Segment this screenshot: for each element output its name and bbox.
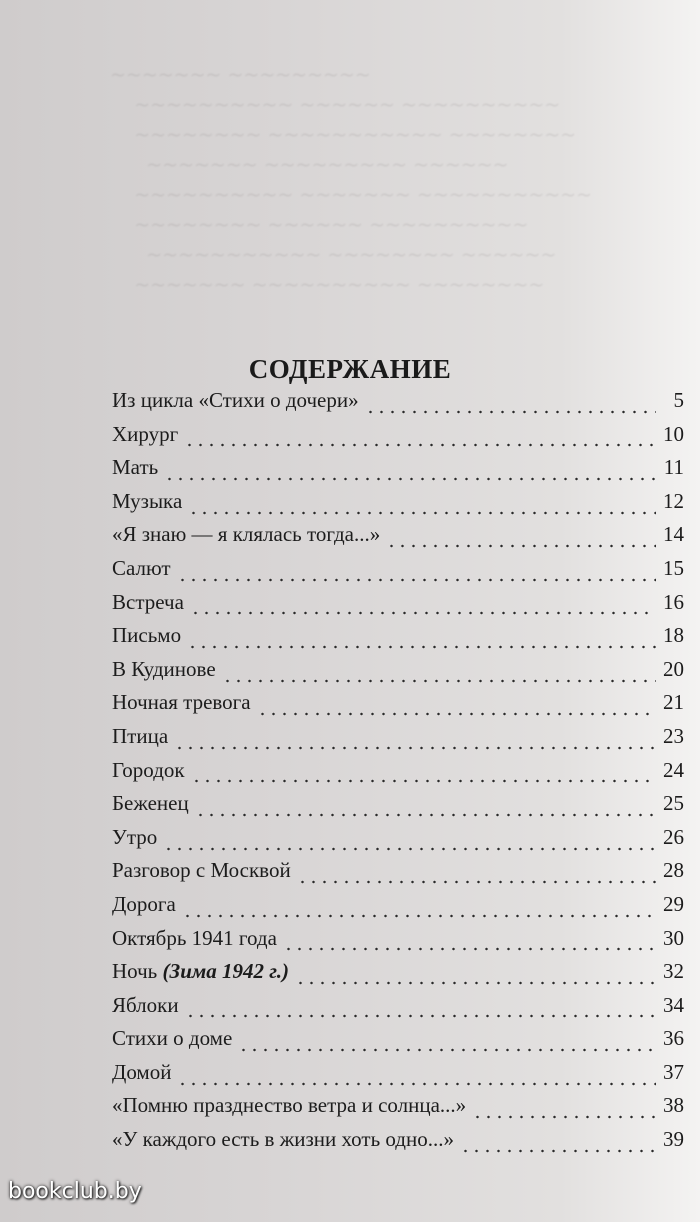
dot-leader: [460, 1148, 656, 1154]
toc-entry-title: Птица: [112, 723, 169, 748]
dot-leader: [191, 778, 656, 784]
toc-entry: [112, 489, 684, 523]
toc-page-number: 14: [663, 522, 684, 547]
toc-entry-title: Стихи о доме: [112, 1026, 233, 1051]
toc-page-number: 36: [663, 1026, 684, 1051]
dot-leader: [222, 678, 656, 684]
show-through-text: ~~~~~~~ ~~~~~~~~~ ~~~~~~~~~~ ~~~~~~ ~~~~~~~~~~ ~~~~~~~~ ~~~~~~~~~~~ ~~~~~~~~ ~~~~~~~ ~~~~~~~~~ ~~~~~~ ~~~~~~~~~~ ~~~~~~~ ~~~~~~~~~~~ ~~~~~~~~ ~~~~~~ ~~~~~~~~~~ ~~~~~~~~~~~ ~~~~~~~~ ~~~~~~ ~~~~~~~ ~~~~~~~~~~ ~~~~~~~~: [110, 64, 592, 296]
toc-page-number: 37: [663, 1059, 684, 1084]
dot-leader: [386, 543, 656, 549]
page-title: СОДЕРЖАНИЕ: [248, 354, 452, 385]
toc-entry-title: Разговор с Москвой: [112, 858, 291, 883]
dot-leader: [164, 476, 656, 482]
dot-leader: [257, 711, 656, 717]
toc-entry-title: Дорога: [112, 891, 176, 916]
toc-entry-title: Музыка: [112, 488, 183, 513]
toc-entry-title: Утро: [112, 824, 158, 849]
toc-entry: [112, 858, 684, 892]
toc-page-number: 28: [663, 858, 684, 883]
toc-entry: [112, 590, 684, 624]
table-of-contents: [112, 388, 684, 1161]
toc-entry: [112, 455, 684, 489]
toc-page-number: 25: [663, 791, 684, 816]
toc-entry-title: Письмо: [112, 623, 182, 648]
dot-leader: [174, 745, 656, 751]
toc-page-number: 29: [663, 891, 684, 916]
toc-page-number: 38: [663, 1093, 684, 1118]
dot-leader: [195, 812, 656, 818]
toc-page-number: 23: [663, 723, 684, 748]
toc-page-number: 11: [663, 455, 684, 480]
toc-entry: [112, 926, 684, 960]
dot-leader: [190, 610, 656, 616]
toc-page-number: 10: [663, 421, 684, 446]
toc-entry-title: Городок: [112, 757, 185, 782]
toc-entry-title: Домой: [112, 1059, 172, 1084]
toc-entry-title: «Я знаю — я клялась тогда...»: [112, 522, 381, 547]
dot-leader: [365, 409, 656, 415]
toc-entry-title: Хирург: [112, 421, 179, 446]
toc-entry-title: Октябрь 1941 года: [112, 925, 277, 950]
dot-leader: [163, 846, 656, 852]
toc-page-number: 32: [663, 959, 684, 984]
watermark: bookclub.by: [8, 1179, 142, 1204]
toc-entry-title: Ночь (Зима 1942 г.): [112, 959, 289, 984]
dot-leader: [177, 1081, 656, 1087]
dot-leader: [185, 1013, 656, 1019]
toc-entry-title: «Помню празднество ветра и солнца...»: [112, 1093, 467, 1118]
toc-entry-title: Мать: [112, 455, 159, 480]
toc-entry-title: Из цикла «Стихи о дочери»: [112, 388, 359, 412]
toc-entry: [112, 1026, 684, 1060]
dot-leader: [177, 577, 656, 583]
toc-entry-title: Ночная тревога: [112, 690, 251, 715]
toc-page-number: 18: [663, 623, 684, 648]
toc-entry-title: Встреча: [112, 589, 184, 614]
toc-entry-title: «У каждого есть в жизни хоть одно...»: [112, 1127, 454, 1152]
toc-page-number: 24: [663, 757, 684, 782]
toc-entry: [112, 623, 684, 657]
toc-entry: [112, 993, 684, 1027]
toc-page-number: 30: [663, 925, 684, 950]
toc-entry: [112, 1060, 684, 1094]
toc-entry: [112, 422, 684, 456]
dot-leader: [283, 946, 656, 952]
dot-leader: [295, 980, 656, 986]
toc-page-number: 34: [663, 992, 684, 1017]
toc-entry: [112, 522, 684, 556]
dot-leader: [187, 644, 656, 650]
toc-entry: [112, 657, 684, 691]
toc-entry: [112, 556, 684, 590]
toc-page-number: 21: [663, 690, 684, 715]
dot-leader: [472, 1114, 656, 1120]
toc-entry-subtitle: (Зима 1942 г.): [162, 959, 289, 984]
toc-page-number: 5: [673, 388, 684, 412]
toc-entry: [112, 724, 684, 758]
toc-entry: [112, 1093, 684, 1127]
toc-entry: [112, 791, 684, 825]
toc-entry: [112, 892, 684, 926]
dot-leader: [182, 913, 656, 919]
toc-entry: [112, 1127, 684, 1161]
toc-page-number: 39: [663, 1127, 684, 1152]
dot-leader: [238, 1047, 656, 1053]
dot-leader: [184, 442, 656, 448]
dot-leader: [188, 510, 656, 516]
toc-entry: [112, 959, 684, 993]
toc-entry-title: В Кудинове: [112, 656, 216, 681]
toc-entry-title: Беженец: [112, 791, 189, 816]
toc-page-number: 16: [663, 589, 684, 614]
toc-page-number: 12: [663, 488, 684, 513]
toc-page-number: 26: [663, 824, 684, 849]
toc-entry-title: Яблоки: [112, 992, 179, 1017]
toc-entry: [112, 388, 684, 422]
toc-page-number: 15: [663, 555, 684, 580]
toc-entry-title: Салют: [112, 555, 171, 580]
dot-leader: [297, 879, 656, 885]
toc-page-number: 20: [663, 656, 684, 681]
toc-entry: [112, 690, 684, 724]
toc-entry: [112, 825, 684, 859]
toc-entry: [112, 758, 684, 792]
